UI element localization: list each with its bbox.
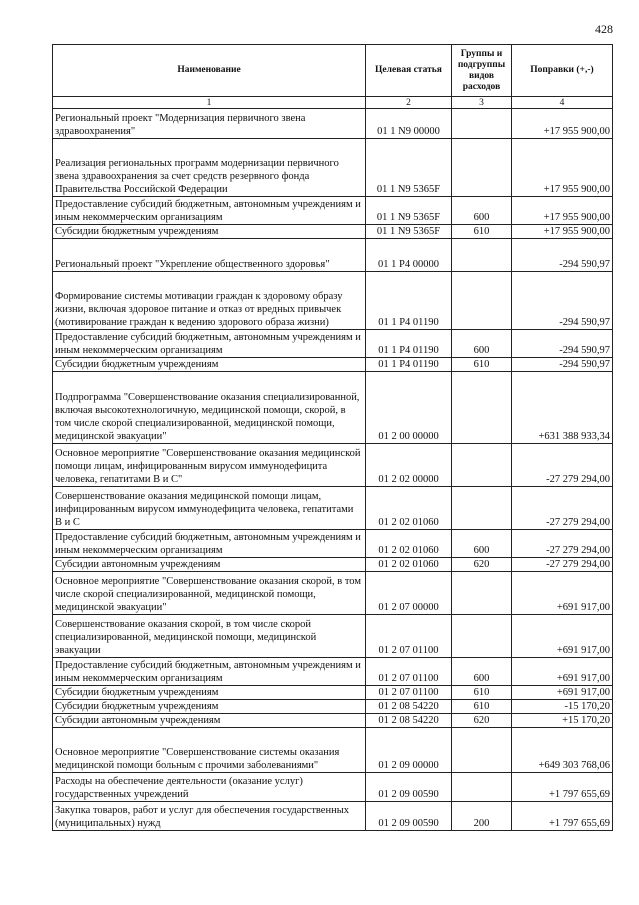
row-name: Совершенствование оказания медицинской помощи лицам, инфицированным вирусом иммунодефицита человека, гепатитами В и С: [53, 487, 366, 530]
row-code: 01 2 09 00590: [366, 802, 452, 831]
row-group: [452, 773, 512, 802]
row-name: Субсидии бюджетным учреждениям: [53, 358, 366, 372]
row-amount: +1 797 655,69: [512, 802, 613, 831]
table-row: [53, 773, 613, 802]
row-amount: -294 590,97: [512, 330, 613, 358]
header-code: Целевая статья: [366, 45, 452, 97]
index-cell: 4: [512, 97, 613, 109]
table-row: [53, 239, 613, 272]
row-amount: -27 279 294,00: [512, 444, 613, 487]
row-name: Субсидии бюджетным учреждениям: [53, 225, 366, 239]
row-amount: -27 279 294,00: [512, 558, 613, 572]
index-cell: 3: [452, 97, 512, 109]
row-code: 01 2 02 01060: [366, 558, 452, 572]
row-name: Предоставление субсидий бюджетным, автономным учреждениям и иным некоммерческим организациям: [53, 330, 366, 358]
row-name: Субсидии автономным учреждениям: [53, 558, 366, 572]
row-code: 01 2 08 54220: [366, 714, 452, 728]
row-group: 600: [452, 197, 512, 225]
table-row: [53, 658, 613, 686]
table-row: [53, 358, 613, 372]
row-amount: -294 590,97: [512, 358, 613, 372]
row-amount: -27 279 294,00: [512, 530, 613, 558]
row-name: Подпрограмма "Совершенствование оказания специализированной, включая высокотехнологичную, медицинской помощи, скорой, в том числе скорой специализированной, медицинской помощи, медицинской эвакуации": [53, 372, 366, 444]
row-code: 01 2 09 00000: [366, 728, 452, 773]
row-name: Расходы на обеспечение деятельности (оказание услуг) государственных учреждений: [53, 773, 366, 802]
row-name: Предоставление субсидий бюджетным, автономным учреждениям и иным некоммерческим организациям: [53, 197, 366, 225]
page-number: 428: [595, 22, 613, 36]
row-amount: +17 955 900,00: [512, 109, 613, 139]
index-cell: 2: [366, 97, 452, 109]
row-group: [452, 239, 512, 272]
row-name: Региональный проект "Укрепление общественного здоровья": [53, 239, 366, 272]
row-group: [452, 372, 512, 444]
row-group: 600: [452, 658, 512, 686]
table-row: [53, 530, 613, 558]
row-name: Региональный проект "Модернизация первичного звена здравоохранения": [53, 109, 366, 139]
row-amount: +1 797 655,69: [512, 773, 613, 802]
row-amount: -27 279 294,00: [512, 487, 613, 530]
table-row: [53, 272, 613, 330]
row-code: 01 1 N9 5365F: [366, 225, 452, 239]
row-code: 01 1 N9 00000: [366, 109, 452, 139]
row-code: 01 2 00 00000: [366, 372, 452, 444]
row-group: [452, 572, 512, 615]
header-amount: Поправки (+,-): [512, 45, 613, 97]
row-name: Основное мероприятие "Совершенствование системы оказания медицинской помощи больным с прочими заболеваниями": [53, 728, 366, 773]
row-code: 01 2 08 54220: [366, 700, 452, 714]
table-row: [53, 700, 613, 714]
row-group: [452, 109, 512, 139]
row-amount: +691 917,00: [512, 572, 613, 615]
row-amount: +691 917,00: [512, 686, 613, 700]
row-group: 610: [452, 686, 512, 700]
row-name: Предоставление субсидий бюджетным, автономным учреждениям и иным некоммерческим организациям: [53, 658, 366, 686]
row-name: Предоставление субсидий бюджетным, автономным учреждениям и иным некоммерческим организациям: [53, 530, 366, 558]
row-amount: +691 917,00: [512, 615, 613, 658]
row-group: [452, 272, 512, 330]
row-group: 200: [452, 802, 512, 831]
row-group: 610: [452, 700, 512, 714]
table-row: [53, 615, 613, 658]
row-group: [452, 139, 512, 197]
row-group: 610: [452, 358, 512, 372]
row-code: 01 2 07 01100: [366, 658, 452, 686]
row-group: 610: [452, 225, 512, 239]
row-code: 01 2 02 01060: [366, 487, 452, 530]
row-code: 01 1 P4 01190: [366, 272, 452, 330]
row-code: 01 1 N9 5365F: [366, 139, 452, 197]
row-amount: +691 917,00: [512, 658, 613, 686]
row-code: 01 1 N9 5365F: [366, 197, 452, 225]
table-row: [53, 686, 613, 700]
header-group: Группы и подгруппы видов расходов: [452, 45, 512, 97]
row-code: 01 2 02 01060: [366, 530, 452, 558]
row-name: Основное мероприятие "Совершенствование оказания скорой, в том числе скорой специализированной, медицинской помощи, медицинской эвакуации": [53, 572, 366, 615]
table-row: [53, 372, 613, 444]
row-amount: +15 170,20: [512, 714, 613, 728]
budget-table: [52, 44, 613, 831]
row-name: Субсидии бюджетным учреждениям: [53, 700, 366, 714]
row-group: 600: [452, 330, 512, 358]
header-name: Наименование: [53, 45, 366, 97]
table-row: [53, 714, 613, 728]
table-row: [53, 487, 613, 530]
table-row: [53, 558, 613, 572]
table-row: [53, 728, 613, 773]
row-group: [452, 444, 512, 487]
table-row: [53, 572, 613, 615]
row-group: 600: [452, 530, 512, 558]
row-code: 01 1 P4 01190: [366, 330, 452, 358]
row-group: [452, 728, 512, 773]
row-amount: +649 303 768,06: [512, 728, 613, 773]
row-amount: +17 955 900,00: [512, 225, 613, 239]
row-code: 01 1 P4 00000: [366, 239, 452, 272]
row-group: 620: [452, 558, 512, 572]
row-name: Реализация региональных программ модернизации первичного звена здравоохранения за счет средств резервного фонда Правительства Российской Федерации: [53, 139, 366, 197]
table-row: [53, 802, 613, 831]
table-row: [53, 225, 613, 239]
row-name: Субсидии автономным учреждениям: [53, 714, 366, 728]
row-group: [452, 487, 512, 530]
row-amount: -294 590,97: [512, 239, 613, 272]
row-amount: +631 388 933,34: [512, 372, 613, 444]
column-index-row: [53, 97, 613, 109]
row-name: Формирование системы мотивации граждан к здоровому образу жизни, включая здоровое питание и отказ от вредных привычек (мотивирование граждан к ведению здорового образа жизни): [53, 272, 366, 330]
row-code: 01 2 09 00590: [366, 773, 452, 802]
row-group: 620: [452, 714, 512, 728]
table-row: [53, 109, 613, 139]
row-amount: -294 590,97: [512, 272, 613, 330]
row-group: [452, 615, 512, 658]
row-amount: +17 955 900,00: [512, 197, 613, 225]
row-name: Закупка товаров, работ и услуг для обеспечения государственных (муниципальных) нужд: [53, 802, 366, 831]
table-row: [53, 444, 613, 487]
row-name: Основное мероприятие "Совершенствование оказания медицинской помощи лицам, инфицированным вирусом иммунодефицита человека, гепатитами В и С": [53, 444, 366, 487]
table-row: [53, 197, 613, 225]
row-amount: +17 955 900,00: [512, 139, 613, 197]
row-name: Совершенствование оказания скорой, в том числе скорой специализированной, медицинской помощи, медицинской эвакуации: [53, 615, 366, 658]
row-code: 01 2 07 01100: [366, 686, 452, 700]
row-code: 01 2 07 00000: [366, 572, 452, 615]
row-code: 01 1 P4 01190: [366, 358, 452, 372]
table-row: [53, 330, 613, 358]
row-name: Субсидии бюджетным учреждениям: [53, 686, 366, 700]
table-row: [53, 139, 613, 197]
row-code: 01 2 07 01100: [366, 615, 452, 658]
index-cell: 1: [53, 97, 366, 109]
row-amount: -15 170,20: [512, 700, 613, 714]
row-code: 01 2 02 00000: [366, 444, 452, 487]
